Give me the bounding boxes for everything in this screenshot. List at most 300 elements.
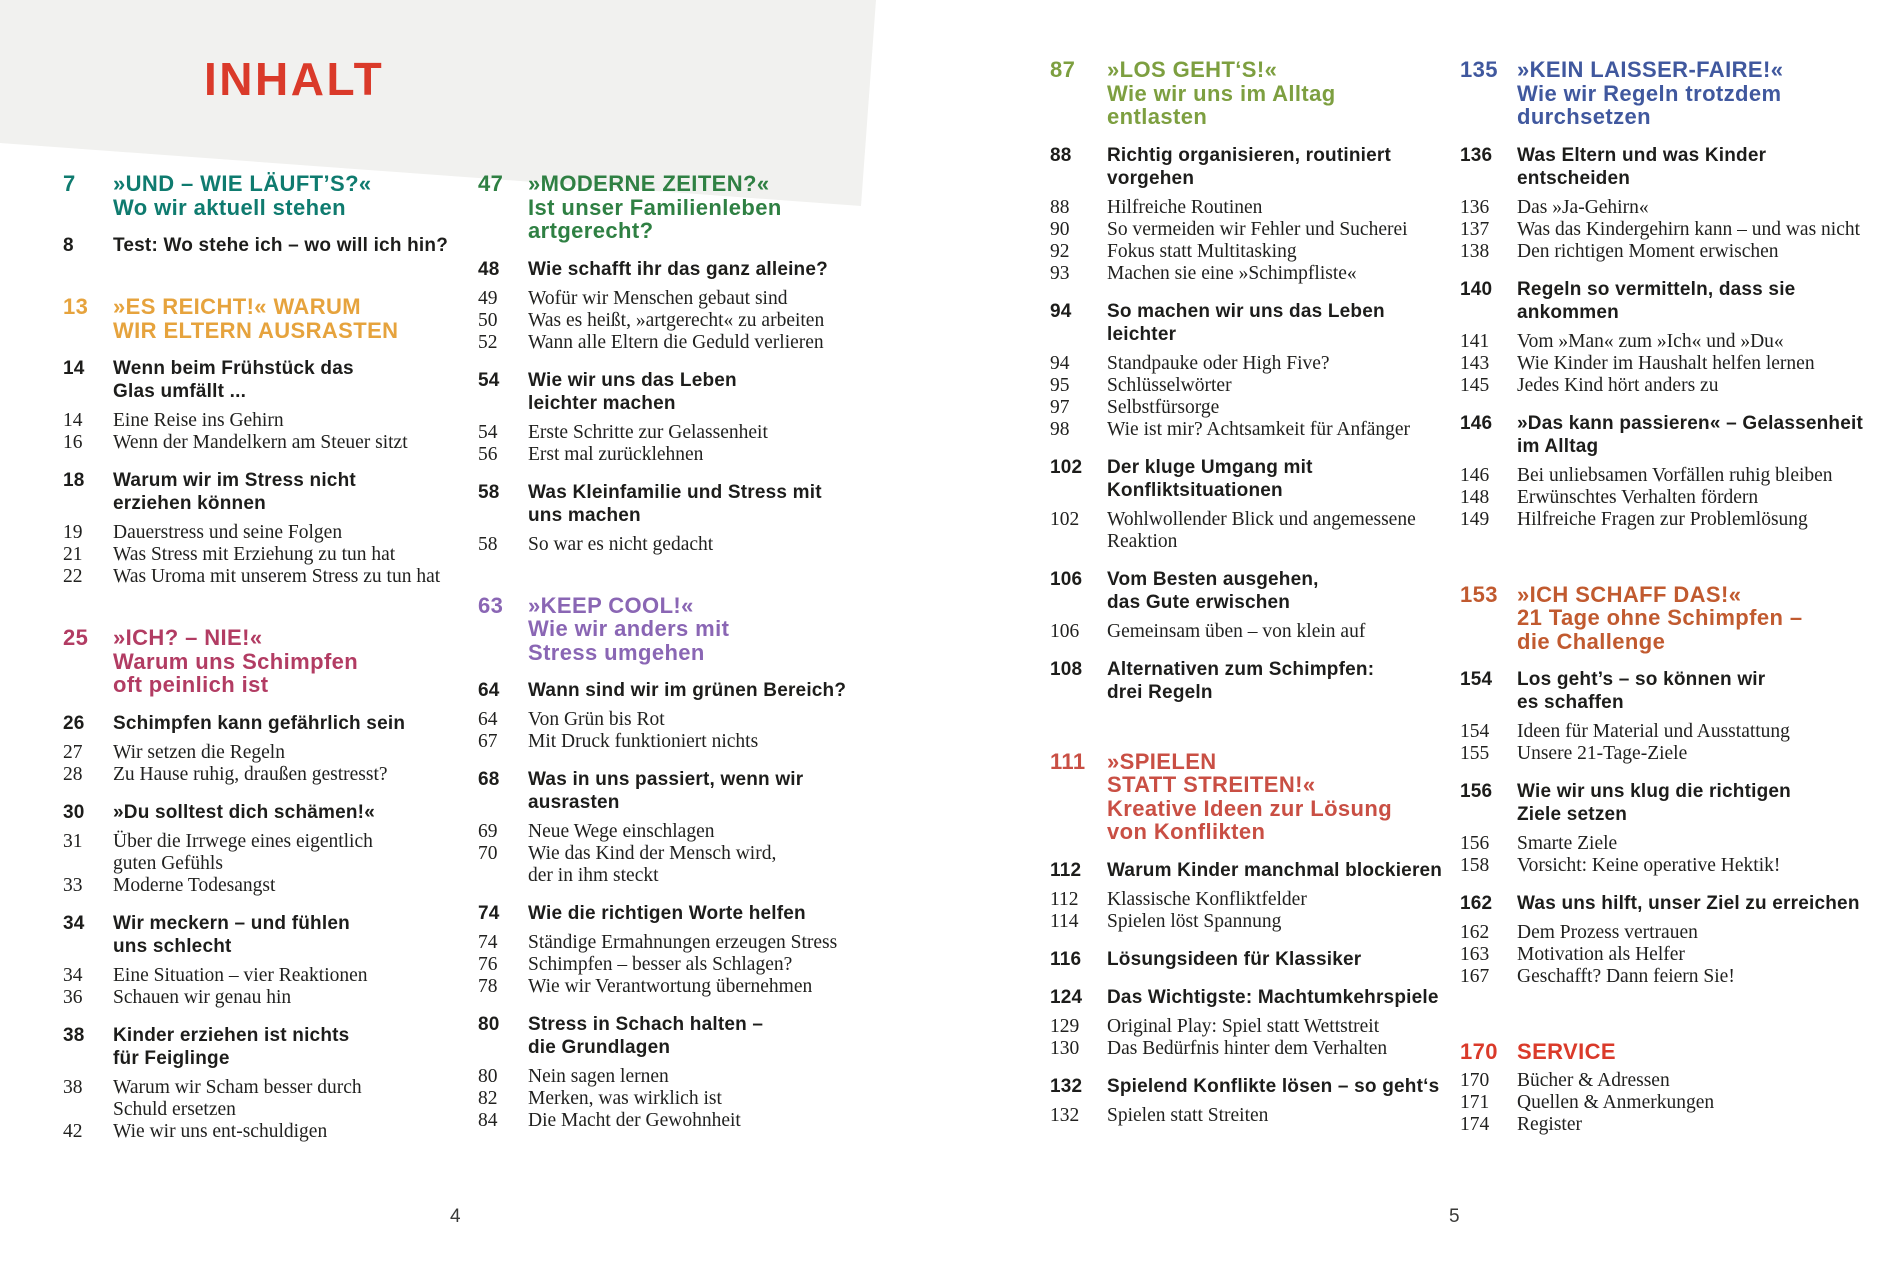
toc-entry-page-number: 31: [63, 830, 83, 852]
toc-entry-text: [528, 1110, 741, 1132]
toc-entry-line: Erste Schritte zur Gelassenheit: [528, 421, 768, 443]
toc-entry-page-number: 146: [1460, 464, 1490, 486]
toc-entry-line: Motivation als Helfer: [1517, 944, 1685, 965]
toc-entry-page-number: 146: [1460, 412, 1493, 434]
toc-entry-line: Warum wir im Stress nicht: [113, 470, 356, 491]
toc-entry: [63, 801, 471, 824]
toc-entry: [1460, 412, 1888, 458]
toc-chapter-heading-page-number: 25: [63, 625, 89, 650]
toc-entry-text: [528, 1013, 763, 1059]
toc-entry-line: Merken, was wirklich ist: [528, 1088, 722, 1109]
toc-entry-text: [1107, 144, 1391, 190]
toc-entry-line: Wie die richtigen Worte helfen: [528, 903, 806, 924]
toc-entry-line: Wofür wir Menschen gebaut sind: [528, 287, 788, 309]
toc-entry-page-number: 34: [63, 964, 83, 986]
toc-entry: [478, 976, 886, 998]
toc-entry: [478, 444, 886, 466]
toc-chapter-heading-line: »KEEP COOL!«: [528, 592, 694, 618]
toc-entry-text: [1107, 353, 1330, 375]
toc-chapter-heading-line: »MODERNE ZEITEN?«: [528, 171, 770, 196]
toc-entry-page-number: 26: [63, 712, 85, 734]
toc-entry-line: Warum Kinder manchmal blockieren: [1107, 859, 1443, 881]
toc-entry: [478, 731, 886, 753]
toc-entry-line: Wohlwollender Blick und angemessene: [1107, 508, 1416, 530]
toc-entry: [478, 332, 886, 354]
toc-entry-text: [113, 410, 284, 432]
toc-entry-text: [113, 764, 388, 786]
toc-chapter-heading-line: WIR ELTERN AUSRASTEN: [113, 317, 399, 343]
toc-entry-text: [528, 288, 787, 310]
toc-entry: [478, 1013, 886, 1059]
toc-chapter-heading-page-number: 135: [1460, 57, 1498, 82]
toc-entry-line: Bücher & Adressen: [1517, 1069, 1670, 1091]
toc-entry-page-number: 14: [63, 358, 85, 379]
toc-chapter-heading-line: Wie wir Regeln trotzdem: [1517, 80, 1782, 106]
toc-chapter-heading-line: »SPIELEN: [1107, 748, 1217, 774]
toc-entry-text: [528, 821, 715, 843]
toc-entry-line: Was in uns passiert, wenn wir: [528, 769, 804, 790]
toc-entry-page-number: 92: [1050, 240, 1070, 262]
toc-chapter-heading: [1460, 1040, 1888, 1064]
toc-entry: [1460, 144, 1888, 190]
toc-entry: [1460, 944, 1888, 966]
toc-entry-text: [1107, 986, 1439, 1009]
toc-entry-page-number: 54: [478, 369, 500, 391]
toc-entry-page-number: 158: [1460, 855, 1490, 876]
toc-section: [1460, 58, 1888, 531]
toc-entry-line: Wir meckern – und fühlen: [113, 912, 350, 934]
toc-chapter-heading-line: Wie wir anders mit: [528, 616, 730, 641]
toc-entry-text: [528, 902, 806, 925]
toc-entry-page-number: 102: [1050, 508, 1080, 530]
toc-column-2: [478, 172, 886, 1132]
toc-entry-page-number: 148: [1460, 486, 1490, 508]
toc-entry-text: [1517, 922, 1698, 944]
toc-entry-page-number: 27: [63, 741, 83, 763]
folio-right: 5: [1449, 1206, 1460, 1227]
toc-entry-page-number: 94: [1050, 352, 1070, 374]
toc-entry-text: [113, 566, 440, 588]
toc-entry-line: Unsere 21-Tage-Ziele: [1517, 743, 1688, 764]
toc-entry-text: [528, 1088, 722, 1110]
toc-entry-line: Register: [1517, 1113, 1582, 1135]
toc-entry-line: das Gute erwischen: [1107, 591, 1291, 613]
toc-entry-line: So war es nicht gedacht: [528, 533, 714, 555]
toc-entry-line: entscheiden: [1517, 167, 1631, 189]
toc-entry-line: Original Play: Spiel statt Wettstreit: [1107, 1015, 1380, 1037]
toc-entry: [1460, 833, 1888, 855]
toc-chapter-heading-text: [1107, 58, 1336, 129]
toc-entry: [63, 1077, 471, 1121]
toc-entry: [1460, 922, 1888, 944]
toc-entry-line: Das Wichtigste: Machtumkehrspiele: [1107, 986, 1439, 1008]
toc-entry: [1460, 353, 1888, 375]
toc-entry-text: [1107, 263, 1357, 285]
toc-chapter-heading-line: artgerecht?: [528, 218, 654, 243]
toc-entry-text: [528, 422, 768, 444]
toc-entry-line: Spielend Konflikte lösen – so geht‘s: [1107, 1075, 1440, 1097]
toc-entry-page-number: 106: [1050, 568, 1083, 590]
toc-entry: [63, 522, 471, 544]
toc-entry-text: [1517, 241, 1779, 263]
toc-entry-line: Spielen statt Streiten: [1107, 1104, 1269, 1126]
toc-entry: [1460, 219, 1888, 241]
toc-entry-page-number: 49: [478, 287, 498, 309]
toc-entry-page-number: 140: [1460, 278, 1493, 300]
toc-entry-line: Dem Prozess vertrauen: [1517, 922, 1698, 943]
toc-entry-text: [1107, 419, 1410, 441]
toc-entry-line: Dauerstress und seine Folgen: [113, 522, 343, 543]
toc-entry: [1050, 1075, 1480, 1098]
toc-entry-page-number: 50: [478, 309, 498, 331]
toc-entry-line: Kinder erziehen ist nichts: [113, 1024, 350, 1046]
toc-entry-text: [113, 544, 395, 566]
toc-chapter-heading-page-number: 87: [1050, 57, 1076, 82]
toc-entry-line: Test: Wo stehe ich – wo will ich hin?: [113, 235, 449, 256]
toc-entry: [1460, 1070, 1888, 1092]
toc-entry: [1050, 568, 1480, 614]
toc-entry: [478, 768, 886, 814]
toc-entry-page-number: 78: [478, 976, 498, 997]
toc-entry-line: Wenn beim Frühstück das: [113, 358, 354, 379]
toc-entry-text: [1517, 966, 1735, 988]
toc-entry: [63, 965, 471, 987]
toc-entry-line: leichter machen: [528, 392, 676, 414]
toc-chapter-heading-line: von Konflikten: [1107, 819, 1266, 844]
toc-chapter-heading-line: entlasten: [1107, 104, 1208, 129]
toc-entry-page-number: 88: [1050, 144, 1072, 166]
toc-entry-page-number: 170: [1460, 1069, 1490, 1091]
toc-chapter-heading-line: »UND – WIE LÄUFT’S?«: [113, 171, 372, 196]
toc-entry: [1050, 263, 1480, 285]
toc-entry-text: [1517, 197, 1649, 219]
toc-entry-line: Wir setzen die Regeln: [113, 741, 285, 763]
toc-entry-text: [113, 1024, 349, 1070]
toc-entry: [478, 1066, 886, 1088]
toc-entry-text: [1517, 743, 1687, 765]
toc-entry-text: [113, 469, 356, 515]
toc-entry-line: erziehen können: [113, 493, 266, 514]
toc-entry-page-number: 167: [1460, 966, 1490, 987]
toc-entry: [63, 566, 471, 588]
toc-entry-line: Der kluge Umgang mit: [1107, 456, 1313, 478]
toc-entry-page-number: 54: [478, 421, 498, 443]
toc-entry-line: Das »Ja-Gehirn«: [1517, 196, 1649, 218]
toc-entry-line: Ideen für Material und Ausstattung: [1517, 721, 1790, 742]
toc-entry-line: Eine Reise ins Gehirn: [113, 410, 284, 431]
toc-entry-text: [528, 976, 812, 998]
toc-entry-page-number: 58: [478, 533, 498, 555]
toc-entry-text: [113, 965, 368, 987]
toc-entry: [478, 534, 886, 556]
toc-entry-text: [113, 912, 350, 958]
toc-entry-text: [1107, 375, 1232, 397]
toc-entry-line: Erst mal zurücklehnen: [528, 443, 704, 465]
toc-entry-text: [1107, 1105, 1268, 1127]
toc-entry-line: ankommen: [1517, 301, 1619, 323]
toc-entry-page-number: 154: [1460, 669, 1493, 690]
toc-entry-page-number: 136: [1460, 144, 1493, 166]
toc-entry-line: Wie wir Verantwortung übernehmen: [528, 976, 813, 997]
toc-chapter-heading-page-number: 111: [1050, 748, 1086, 774]
toc-entry-line: Was uns hilft, unser Ziel zu erreichen: [1517, 893, 1860, 914]
toc-chapter-heading-text: [528, 594, 729, 665]
toc-chapter-heading-line: Wie wir uns im Alltag: [1107, 80, 1336, 106]
toc-entry-line: So vermeiden wir Fehler und Sucherei: [1107, 218, 1408, 240]
toc-entry-page-number: 74: [478, 932, 498, 953]
toc-entry-page-number: 48: [478, 258, 500, 280]
toc-entry-text: [528, 709, 665, 731]
toc-entry-text: [1107, 509, 1416, 553]
toc-entry-page-number: 154: [1460, 721, 1490, 742]
toc-entry: [1460, 331, 1888, 353]
toc-entry-line: Wenn der Mandelkern am Steuer sitzt: [113, 432, 408, 453]
toc-entry-line: Schimpfen kann gefährlich sein: [113, 712, 406, 734]
toc-section: [1050, 58, 1480, 704]
toc-entry: [63, 234, 471, 257]
toc-entry-line: Die Macht der Gewohnheit: [528, 1110, 741, 1131]
toc-section: [478, 594, 886, 1133]
toc-entry: [1050, 241, 1480, 263]
toc-entry: [478, 679, 886, 702]
toc-entry-line: Ziele setzen: [1517, 804, 1628, 825]
toc-entry-line: Neue Wege einschlagen: [528, 821, 715, 842]
toc-chapter-heading-text: [1517, 1040, 1616, 1064]
toc-column-3: [1050, 58, 1480, 1127]
toc-entry-page-number: 171: [1460, 1091, 1490, 1113]
toc-entry-line: vorgehen: [1107, 167, 1195, 189]
toc-entry-page-number: 52: [478, 331, 498, 353]
toc-entry-text: [528, 843, 776, 887]
toc-entry-text: [1107, 911, 1281, 933]
toc-entry-page-number: 163: [1460, 944, 1490, 965]
toc-entry-page-number: 30: [63, 801, 85, 823]
toc-entry: [63, 712, 471, 735]
toc-entry-text: [1107, 859, 1442, 882]
toc-entry-text: [1517, 892, 1860, 915]
toc-entry: [1460, 487, 1888, 509]
toc-entry: [63, 410, 471, 432]
toc-entry: [63, 1121, 471, 1143]
toc-entry-line: Wie ist mir? Achtsamkeit für Anfänger: [1107, 418, 1411, 440]
toc-entry-page-number: 58: [478, 481, 500, 503]
toc-entry-text: [528, 954, 792, 976]
toc-entry-text: [1107, 1038, 1387, 1060]
toc-entry-page-number: 112: [1050, 859, 1082, 881]
toc-chapter-heading-page-number: 7: [63, 171, 76, 196]
toc-entry-page-number: 90: [1050, 218, 1070, 240]
toc-entry-page-number: 42: [63, 1120, 83, 1142]
toc-entry-page-number: 97: [1050, 396, 1070, 418]
toc-entry-page-number: 93: [1050, 262, 1070, 284]
toc-entry-page-number: 84: [478, 1110, 498, 1131]
toc-entry-line: Wie wir uns ent-schuldigen: [113, 1120, 328, 1142]
toc-entry: [1050, 456, 1480, 502]
toc-entry-text: [528, 369, 737, 415]
toc-entry-text: [1517, 1070, 1670, 1092]
toc-entry-page-number: 76: [478, 954, 498, 975]
toc-chapter-heading-line: die Challenge: [1517, 628, 1666, 654]
toc-entry-text: [1107, 658, 1374, 704]
toc-entry: [1460, 721, 1888, 743]
toc-entry-page-number: 108: [1050, 658, 1083, 680]
toc-section: [63, 626, 471, 1143]
toc-entry-line: der in ihm steckt: [528, 865, 659, 886]
toc-entry-line: Wie wir uns klug die richtigen: [1517, 781, 1791, 802]
toc-entry-text: [1107, 197, 1262, 219]
toc-entry: [478, 258, 886, 281]
toc-entry-line: Wann alle Eltern die Geduld verlieren: [528, 331, 824, 353]
toc-entry-line: Geschafft? Dann feiern Sie!: [1517, 966, 1735, 987]
toc-entry-line: Was Eltern und was Kinder: [1517, 144, 1767, 166]
toc-entry-line: Alternativen zum Schimpfen:: [1107, 658, 1375, 680]
toc-chapter-heading: [478, 172, 886, 243]
toc-column-4: [1460, 58, 1888, 1136]
toc-chapter-heading-text: [113, 626, 358, 697]
toc-entry: [63, 987, 471, 1009]
toc-chapter-heading: [1460, 58, 1888, 129]
toc-entry-line: Schlüsselwörter: [1107, 374, 1232, 396]
toc-entry-page-number: 70: [478, 843, 498, 864]
toc-entry-text: [1107, 948, 1361, 971]
toc-entry-page-number: 112: [1050, 888, 1079, 910]
toc-chapter-heading-line: Warum uns Schimpfen: [113, 648, 359, 674]
toc-entry: [478, 932, 886, 954]
toc-entry-line: Von Grün bis Rot: [528, 709, 665, 730]
toc-entry-line: Glas umfällt ...: [113, 381, 247, 402]
toc-chapter-heading-line: Ist unser Familienleben: [528, 194, 782, 220]
toc-chapter-heading-text: [528, 172, 782, 243]
toc-entry: [63, 764, 471, 786]
toc-section: [63, 295, 471, 588]
toc-entry: [1050, 986, 1480, 1009]
toc-entry-text: [1517, 855, 1780, 877]
toc-entry-page-number: 156: [1460, 833, 1490, 854]
toc-entry-line: Selbstfürsorge: [1107, 396, 1220, 418]
toc-column-1: [63, 172, 471, 1143]
toc-entry-text: [528, 1066, 669, 1088]
toc-entry-text: [1107, 241, 1297, 263]
toc-entry: [1460, 780, 1888, 826]
toc-section: [1050, 750, 1480, 1127]
toc-entry: [1050, 353, 1480, 375]
toc-entry: [1460, 743, 1888, 765]
toc-entry-line: Wie schafft ihr das ganz alleine?: [528, 258, 828, 280]
toc-entry-text: [528, 534, 713, 556]
toc-chapter-heading-line: Kreative Ideen zur Lösung: [1107, 795, 1393, 821]
toc-entry-line: Ständige Ermahnungen erzeugen Stress: [528, 932, 838, 953]
toc-entry: [1050, 889, 1480, 911]
toc-entry-page-number: 132: [1050, 1104, 1080, 1126]
toc-entry-page-number: 102: [1050, 456, 1083, 478]
toc-entry-line: Richtig organisieren, routiniert: [1107, 144, 1392, 166]
toc-entry-line: Reaktion: [1107, 530, 1178, 552]
toc-entry-line: Zu Hause ruhig, draußen gestresst?: [113, 763, 388, 785]
toc-entry-text: [113, 831, 373, 875]
toc-entry-page-number: 64: [478, 709, 498, 730]
toc-entry-line: Spielen löst Spannung: [1107, 910, 1282, 932]
toc-entry-line: Wann sind wir im grünen Bereich?: [528, 680, 847, 701]
toc-chapter-heading-line: »ICH? – NIE!«: [113, 625, 263, 650]
toc-entry-text: [113, 1077, 362, 1121]
toc-chapter-heading-page-number: 170: [1460, 1039, 1498, 1064]
toc-entry-page-number: 162: [1460, 922, 1490, 943]
toc-entry-text: [1107, 397, 1219, 419]
toc-entry-line: im Alltag: [1517, 435, 1599, 457]
toc-entry-line: Smarte Ziele: [1517, 833, 1618, 854]
toc-entry: [478, 954, 886, 976]
toc-entry-line: Das Bedürfnis hinter dem Verhalten: [1107, 1037, 1388, 1059]
toc-entry-line: Machen sie eine »Schimpfliste«: [1107, 262, 1357, 284]
toc-entry-page-number: 149: [1460, 508, 1490, 530]
toc-entry-page-number: 174: [1460, 1113, 1490, 1135]
toc-entry-line: Standpauke oder High Five?: [1107, 352, 1330, 374]
toc-entry-page-number: 14: [63, 410, 83, 431]
toc-entry-line: »Das kann passieren« – Gelassenheit: [1517, 412, 1864, 434]
toc-entry-text: [1517, 331, 1784, 353]
toc-entry: [63, 875, 471, 897]
toc-entry-line: Erwünschtes Verhalten fördern: [1517, 486, 1759, 508]
toc-chapter-heading: [1460, 583, 1888, 654]
toc-chapter-heading-line: »ES REICHT!« WARUM: [113, 294, 361, 319]
toc-entry-line: Vom »Man« zum »Ich« und »Du«: [1517, 330, 1784, 352]
toc-entry-page-number: 21: [63, 544, 83, 565]
toc-entry-line: Hilfreiche Fragen zur Problemlösung: [1517, 508, 1808, 530]
toc-entry: [63, 357, 471, 403]
toc-entry-text: [528, 481, 822, 527]
toc-chapter-heading-line: »LOS GEHT‘S!«: [1107, 57, 1278, 82]
toc-entry-line: Schuld ersetzen: [113, 1098, 236, 1120]
toc-entry-line: Stress in Schach halten –: [528, 1014, 764, 1035]
toc-entry: [1460, 668, 1888, 714]
toc-entry: [478, 1110, 886, 1132]
toc-entry-page-number: 56: [478, 443, 498, 465]
toc-entry-text: [1107, 568, 1319, 614]
toc-chapter-heading-page-number: 47: [478, 171, 504, 196]
toc-entry: [478, 422, 886, 444]
toc-entry-page-number: 18: [63, 470, 85, 491]
toc-entry: [1050, 144, 1480, 190]
toc-entry-page-number: 74: [478, 903, 500, 924]
toc-entry: [1050, 911, 1480, 933]
toc-entry-text: [1517, 1114, 1582, 1136]
toc-entry-line: Was es heißt, »artgerecht« zu arbeiten: [528, 309, 825, 331]
toc-entry-text: [113, 357, 354, 403]
toc-entry-page-number: 82: [478, 1088, 498, 1109]
toc-entry-text: [1107, 219, 1408, 241]
toc-entry-text: [113, 712, 405, 735]
toc-entry-line: uns machen: [528, 504, 641, 526]
toc-entry-line: Eine Situation – vier Reaktionen: [113, 964, 368, 986]
toc-entry-page-number: 136: [1460, 196, 1490, 218]
toc-entry-page-number: 129: [1050, 1015, 1080, 1037]
toc-entry-line: »Du solltest dich schämen!«: [113, 801, 375, 823]
toc-entry: [478, 369, 886, 415]
toc-entry-text: [1517, 465, 1833, 487]
toc-entry-page-number: 64: [478, 680, 500, 701]
toc-entry: [1460, 278, 1888, 324]
toc-entry-text: [113, 742, 285, 764]
toc-chapter-heading-text: [1107, 750, 1392, 844]
toc-entry-line: für Feiglinge: [113, 1047, 230, 1069]
toc-entry-page-number: 68: [478, 769, 500, 790]
toc-entry-page-number: 80: [478, 1066, 498, 1087]
toc-entry: [1460, 1114, 1888, 1136]
toc-entry-text: [528, 310, 824, 332]
toc-entry-page-number: 94: [1050, 300, 1072, 322]
toc-entry: [1050, 948, 1480, 971]
toc-entry-text: [113, 522, 342, 544]
